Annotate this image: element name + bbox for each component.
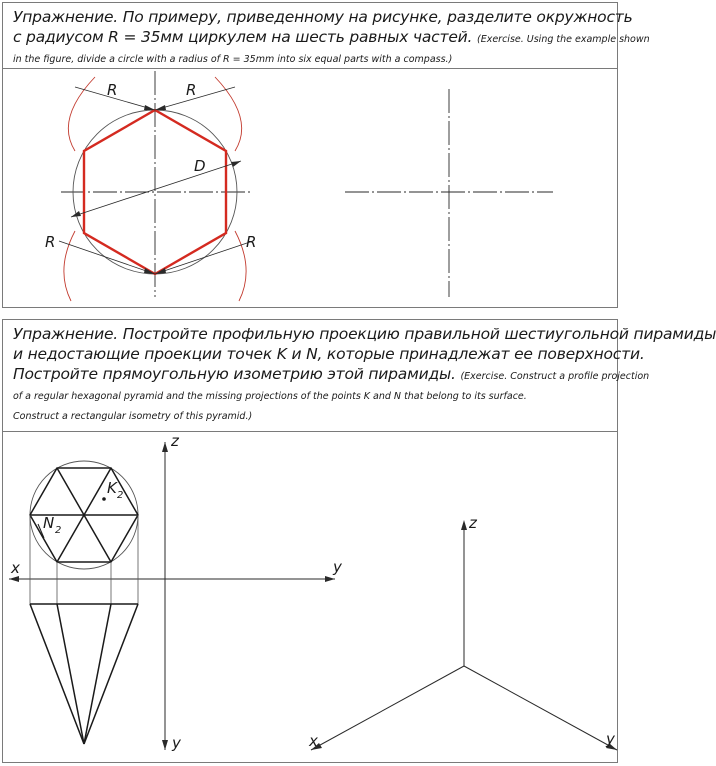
exercise-1-text bbox=[3, 3, 650, 69]
exercise-2-line-3 bbox=[13, 364, 650, 387]
iso-y-axis bbox=[464, 666, 617, 750]
exercise-2-panel bbox=[2, 319, 716, 763]
exercise-1-panel bbox=[2, 2, 650, 308]
label-x-axis: x bbox=[11, 559, 20, 577]
left-center-lines bbox=[61, 71, 251, 297]
label-z-axis: z bbox=[171, 432, 179, 450]
label-y-axis-bottom: y bbox=[172, 734, 181, 752]
axis-arrows bbox=[9, 442, 335, 750]
dim-diameter bbox=[71, 161, 241, 217]
iso-x-axis bbox=[311, 666, 464, 750]
label-iso-x: x bbox=[309, 732, 318, 750]
front-view-pyramid bbox=[30, 604, 138, 744]
isometric-axes bbox=[311, 522, 617, 750]
exercise-2-line-5: Construct a rectangular isometry of this pyramid.) bbox=[13, 411, 253, 422]
label-k-sub: 2 bbox=[117, 490, 124, 501]
label-n-sub: 2 bbox=[55, 525, 62, 536]
projection-axes bbox=[9, 442, 335, 750]
exercise-2-text bbox=[3, 320, 716, 432]
arc-top-right bbox=[215, 77, 242, 151]
exercise-2-line-4: of a regular hexagonal pyramid and the missing projections of the points K and N that belong to its surface. bbox=[13, 391, 527, 402]
exercise-1-drawing bbox=[3, 69, 619, 309]
label-n: N bbox=[43, 514, 55, 532]
arc-bottom-right bbox=[235, 231, 246, 301]
exercise-1-line-2 bbox=[13, 27, 650, 50]
right-center-lines bbox=[345, 89, 553, 297]
label-r-top-right: R bbox=[186, 81, 197, 99]
dimension-arrows bbox=[71, 105, 241, 274]
label-y-axis-right: y bbox=[333, 558, 342, 576]
arc-top-left bbox=[68, 77, 95, 151]
label-iso-z: z bbox=[469, 514, 477, 532]
exercise-2-line-3-ru: Постройте прямоугольную изометрию этой пирамиды. bbox=[13, 365, 456, 383]
exercise-1-line-2-en: (Exercise. Using the example shown bbox=[477, 34, 650, 45]
dimension-lines bbox=[59, 87, 253, 274]
label-r-bottom-right: R bbox=[246, 233, 257, 251]
exercise-2-drawing bbox=[3, 432, 619, 762]
label-k: K bbox=[107, 479, 117, 497]
exercise-1-line-1: Упражнение. По примеру, приведенному на рисунке, разделите окружность bbox=[13, 8, 633, 26]
exercise-2-line-2: и недостающие проекции точек K и N, которые принадлежат ее поверхности. bbox=[13, 345, 645, 363]
exercise-1-line-3: in the figure, divide a circle with a radius of R = 35mm into six equal parts with a compass.) bbox=[13, 54, 453, 65]
exercise-1-line-2-ru: с радиусом R = 35мм циркулем на шесть равных частей. bbox=[13, 28, 473, 46]
label-r-top-left: R bbox=[107, 81, 118, 99]
label-diameter: D bbox=[194, 157, 206, 175]
arc-bottom-left bbox=[64, 231, 75, 301]
exercise-2-line-1: Упражнение. Постройте профильную проекцию правильной шестиугольной пирамиды bbox=[13, 325, 716, 343]
label-iso-y: y bbox=[606, 730, 615, 748]
point-k2 bbox=[102, 497, 106, 501]
label-r-bottom-left: R bbox=[45, 233, 56, 251]
exercise-2-line-3-en: (Exercise. Construct a profile projection bbox=[460, 371, 650, 382]
